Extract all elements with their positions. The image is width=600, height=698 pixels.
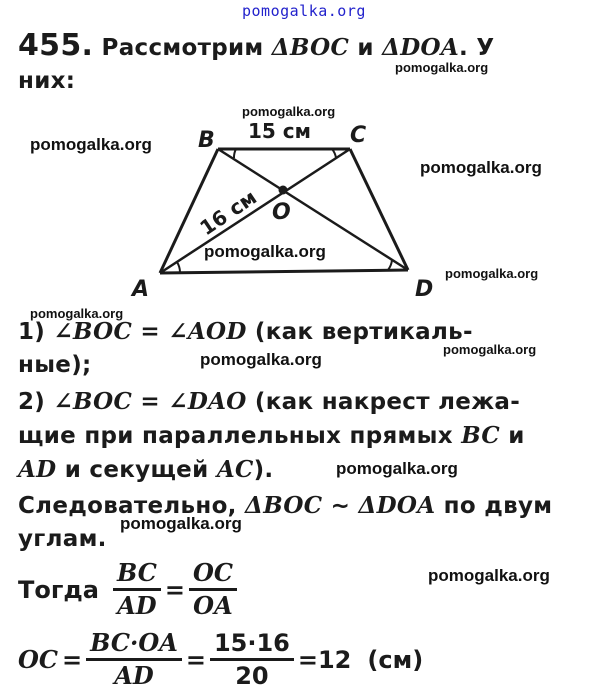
- conclusion-line2: углам.: [18, 526, 107, 552]
- watermark: pomogalka.org: [445, 266, 539, 281]
- angle-mark-a: [177, 262, 180, 272]
- intro-text: Рассмотрим: [101, 35, 272, 61]
- watermark: pomogalka.org: [428, 566, 550, 585]
- fraction-numeric: $\frac{15\cdot 16}{20}$: [210, 628, 294, 691]
- calc-result: =12: [297, 645, 352, 674]
- equals: =: [132, 389, 169, 415]
- angle-boc: ∠BOC: [53, 318, 133, 345]
- triangle-boc: ΔBOC: [271, 34, 350, 61]
- step2-text: щие при параллельных прямых: [18, 423, 462, 449]
- angle-mark-b: [234, 149, 236, 158]
- conclusion-text: Следовательно,: [18, 493, 246, 519]
- angle-aod: ∠AOD: [168, 318, 247, 345]
- point-o: [279, 186, 288, 195]
- watermark: pomogalka.org: [420, 158, 542, 177]
- triangle-boc: ΔBOC: [245, 492, 323, 519]
- step2-line1: [18, 388, 520, 415]
- conclusion-line1: [18, 492, 552, 519]
- fraction-oc-oa: $\frac{OC}{OA}$: [189, 558, 237, 621]
- length-bc: 15 см: [248, 119, 311, 143]
- label-c: C: [350, 123, 367, 148]
- watermark-top[interactable]: pomogalka.org: [242, 2, 366, 20]
- calc-line: [18, 628, 423, 691]
- fraction-bcoa-ad: $\frac{BC\cdot OA}{AD}$: [86, 628, 182, 691]
- segment-ac: AC: [216, 456, 254, 483]
- step1-reason: (как вертикаль-: [246, 319, 473, 345]
- watermark: pomogalka.org: [395, 60, 489, 75]
- then-label: Тогда: [18, 575, 99, 604]
- ratio-line: [18, 558, 237, 621]
- length-ao: 16 см: [195, 185, 262, 241]
- angle-dao: ∠DAO: [168, 388, 247, 415]
- segment-bc: BC: [461, 422, 500, 449]
- similar-sign: ~: [322, 493, 359, 519]
- watermark: pomogalka.org: [120, 514, 242, 533]
- watermark: pomogalka.org: [200, 350, 322, 369]
- step2-prefix: 2): [18, 389, 54, 415]
- equals: =: [62, 645, 83, 674]
- angle-boc: ∠BOC: [53, 388, 133, 415]
- step2-text2: и секущей: [56, 457, 217, 483]
- calc-lhs: OC: [18, 645, 59, 674]
- step1-prefix: 1): [18, 319, 54, 345]
- watermark: pomogalka.org: [242, 104, 336, 119]
- step2-and: и: [499, 423, 525, 449]
- step1-line2: ные);: [18, 352, 92, 378]
- conclusion-reason: по двум: [435, 493, 553, 519]
- label-b: B: [198, 128, 215, 153]
- intro-and: и: [349, 35, 383, 61]
- step2-end: ).: [253, 457, 274, 483]
- trapezoid-figure: [0, 0, 600, 310]
- intro-line2: них:: [18, 68, 76, 94]
- step2-line2: [18, 422, 525, 449]
- watermark: pomogalka.org: [443, 342, 537, 357]
- calc-unit: (см): [367, 645, 424, 674]
- label-o: O: [272, 200, 291, 225]
- side-ad: [160, 270, 408, 273]
- triangle-doa: ΔDOA: [382, 34, 459, 61]
- watermark: pomogalka.org: [336, 459, 458, 478]
- intro-post: . У: [458, 35, 495, 61]
- label-d: D: [415, 277, 434, 302]
- watermark: pomogalka.org: [30, 135, 152, 154]
- fraction-bc-ad: $\frac{BC}{AD}$: [113, 558, 161, 621]
- equals: =: [185, 645, 206, 674]
- step2-line3: [18, 456, 273, 483]
- triangle-doa: ΔDOA: [358, 492, 436, 519]
- step2-reason: (как накрест лежа-: [246, 389, 521, 415]
- watermark: pomogalka.org: [30, 306, 124, 321]
- step1-line1: [18, 318, 473, 345]
- equals: =: [132, 319, 169, 345]
- problem-number: 455.: [18, 28, 94, 63]
- angle-mark-d: [388, 260, 392, 270]
- segment-ad: AD: [18, 456, 57, 483]
- label-a: A: [132, 277, 150, 302]
- equals: =: [164, 575, 185, 604]
- watermark: pomogalka.org: [204, 242, 326, 261]
